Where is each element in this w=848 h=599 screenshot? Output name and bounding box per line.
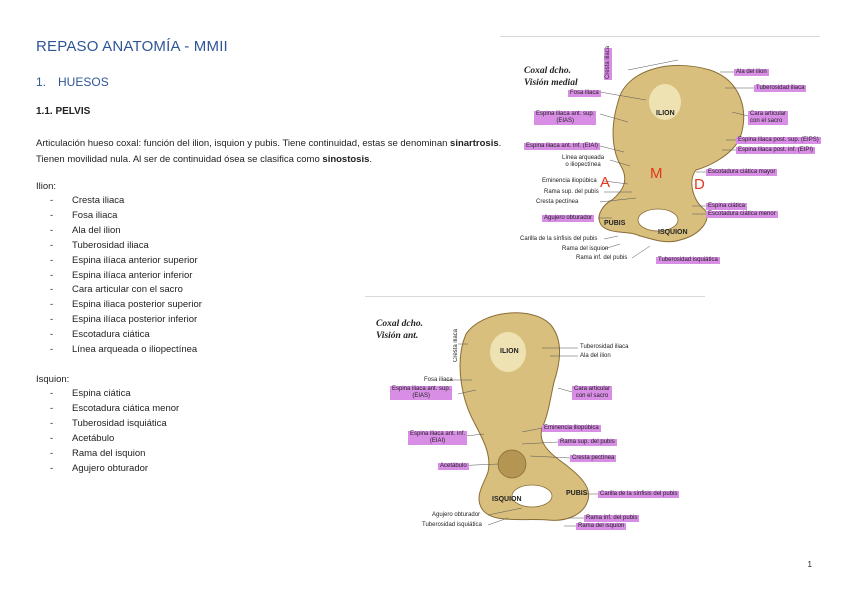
para-sinostosis: sinostosis <box>322 154 370 165</box>
fig2-bone-ilion: ILION <box>500 348 519 355</box>
fig1-title <box>524 65 578 89</box>
figure-medial-view <box>500 40 830 270</box>
fig2-label-eias: Espina iliaca ant. sup. (EIAS) <box>392 386 451 399</box>
ilion-list-item: - Escotadura ciática <box>50 328 202 343</box>
isquion-list-item: - Rama del isquion <box>50 447 179 462</box>
fig2-label-ala: Ala del ilion <box>580 353 611 359</box>
ilion-list-item: - Tuberosidad iliaca <box>50 239 202 254</box>
fig1-label-eipi: Espina iliaca post. inf. (EIPI) <box>738 147 814 153</box>
ilion-list-item: - Espina ilíaca posterior inferior <box>50 313 202 328</box>
fig2-bone-isquion: ISQUION <box>492 496 522 503</box>
fig2-label-acetabulo: Acetábulo <box>440 463 467 469</box>
ilion-label: Ilion: <box>36 181 57 192</box>
fig2-label-fosa: Fosa iliaca <box>424 377 453 383</box>
fig1-label-fosa: Fosa iliaca <box>570 90 599 96</box>
para-line2-a: Tienen movilidad nula. Al ser de continuidad ósea se clasifica como <box>36 154 323 165</box>
fig1-bone-ilion: ILION <box>656 110 675 117</box>
fig1-label-eminencia: Eminencia iliopúbica <box>542 178 597 184</box>
ilion-list-item: - Fosa iliaca <box>50 209 202 224</box>
fig2-title <box>376 318 423 342</box>
section-label: HUESOS <box>58 75 109 89</box>
top-separator <box>500 36 820 37</box>
subsection-heading: 1.1. PELVIS <box>36 106 91 117</box>
para-line2-b: . <box>369 154 373 165</box>
fig1-label-cresta-pectinea: Cresta pectínea <box>536 199 579 205</box>
intro-paragraph <box>36 136 506 168</box>
fig1-label-eias: Espina iliaca ant. sup. (EIAS) <box>536 111 595 124</box>
page-title: REPASO ANATOMÍA - MMII <box>36 38 228 55</box>
ilion-list-item: - Espina ilíaca anterior inferior <box>50 269 202 284</box>
section-number: 1. <box>36 75 47 89</box>
fig2-label-cresta-pectinea: Cresta pectínea <box>572 455 615 461</box>
isquion-list-item: - Acetábulo <box>50 432 179 447</box>
fig2-title-line1: Coxal dcho. <box>376 319 423 329</box>
fig1-label-eips: Espina iliaca post. sup. (EIPS) <box>738 137 819 143</box>
fig2-bone-pubis: PUBIS <box>566 490 588 497</box>
fig1-label-cresta: Cresta iliaca <box>605 45 611 79</box>
fig1-title-line2: Visión medial <box>524 78 578 88</box>
fig1-letter-m: M <box>650 165 663 182</box>
ilion-list-item: - Espina ilíaca anterior superior <box>50 254 202 269</box>
isquion-list-item: - Espina ciática <box>50 387 179 402</box>
ilion-list-item: - Espina iliaca posterior superior <box>50 298 202 313</box>
fig2-label-tuberosidad: Tuberosidad iliaca <box>580 344 629 350</box>
fig1-bone-isquion: ISQUION <box>658 229 688 236</box>
middle-separator <box>365 296 705 297</box>
fig2-label-eiai: Espina iliaca ant. inf. (EIAI) <box>410 431 466 444</box>
ilion-list-item: - Ala del ilion <box>50 224 202 239</box>
isquion-list-item: - Agujero obturador <box>50 462 179 477</box>
section-heading <box>36 75 109 89</box>
fig1-label-tuberosidad-isq: Tuberosidad isquiática <box>658 257 718 263</box>
fig1-label-agujero: Agujero obturador <box>544 215 593 221</box>
fig2-label-rama-isquion: Rama del isquion <box>578 523 625 529</box>
fig1-letter-d: D <box>694 176 705 193</box>
fig1-label-rama-isquion: Rama del isquion <box>562 246 609 252</box>
fig2-label-cresta: Cresta iliaca <box>453 328 459 362</box>
fig1-label-ala: Ala del ilion <box>736 69 767 75</box>
anterior-bone-illustration <box>372 304 712 540</box>
fig2-label-tuberosidad-isq: Tuberosidad isquiática <box>422 522 482 528</box>
fig1-label-escotadura-mayor: Escotadura ciática mayor <box>708 169 776 175</box>
fig1-label-rama-sup: Rama sup. del pubis <box>544 189 599 195</box>
fig1-label-eiai: Espina iliaca ant. inf. (EIAI) <box>526 143 599 149</box>
para-line1-b: . <box>498 138 502 149</box>
isquion-list-item: - Escotadura ciática menor <box>50 402 179 417</box>
figure-anterior-view <box>372 304 712 540</box>
fig1-label-espina-ciatica: Espina ciática <box>708 203 746 209</box>
fig1-bone-pubis: PUBIS <box>604 220 626 227</box>
fig2-title-line2: Visión ant. <box>376 331 419 341</box>
ilion-list-item: - Cara articular con el sacro <box>50 283 202 298</box>
para-line1-a: Articulación hueso coxal: función del ilion, isquion y pubis. Tiene continuidad, estas se denominan <box>36 138 451 149</box>
fig1-label-cara-articular: Cara articular con el sacro <box>750 111 787 124</box>
fig1-label-rama-inf: Rama inf. del pubis <box>576 255 628 261</box>
fig2-label-cara-articular: Cara articular con el sacro <box>574 386 611 399</box>
fig2-label-rama-inf: Rama inf. del pubis <box>586 515 638 521</box>
ilion-list-item: - Cresta iliaca <box>50 194 202 209</box>
ilion-list <box>50 194 202 358</box>
isquion-list <box>50 387 179 476</box>
fig1-label-carilla: Carilla de la sínfisis del pubis <box>520 236 598 242</box>
fig2-label-eminencia: Eminencia iliopúbica <box>544 425 599 431</box>
fig2-label-rama-sup: Rama sup. del pubis <box>560 439 615 445</box>
page-number: 1 <box>807 560 812 569</box>
fig1-label-linea: Línea arqueada o iliopectínea <box>562 155 605 168</box>
isquion-label: Isquion: <box>36 374 70 385</box>
fig1-letter-a: A <box>600 174 611 191</box>
para-sinartrosis: sinartrosis <box>450 138 499 149</box>
fig1-title-line1: Coxal dcho. <box>524 66 571 76</box>
fig2-label-carilla: Carilla de la sínfisis del pubis <box>600 491 678 497</box>
isquion-list-item: - Tuberosidad isquiática <box>50 417 179 432</box>
ilion-list-item: - Línea arqueada o iliopectínea <box>50 343 202 358</box>
fig1-label-tuberosidad: Tuberosidad iliaca <box>756 85 805 91</box>
fig1-label-escotadura-menor: Escotadura ciática menor <box>708 211 776 217</box>
fig2-label-agujero: Agujero obturador <box>432 512 481 518</box>
